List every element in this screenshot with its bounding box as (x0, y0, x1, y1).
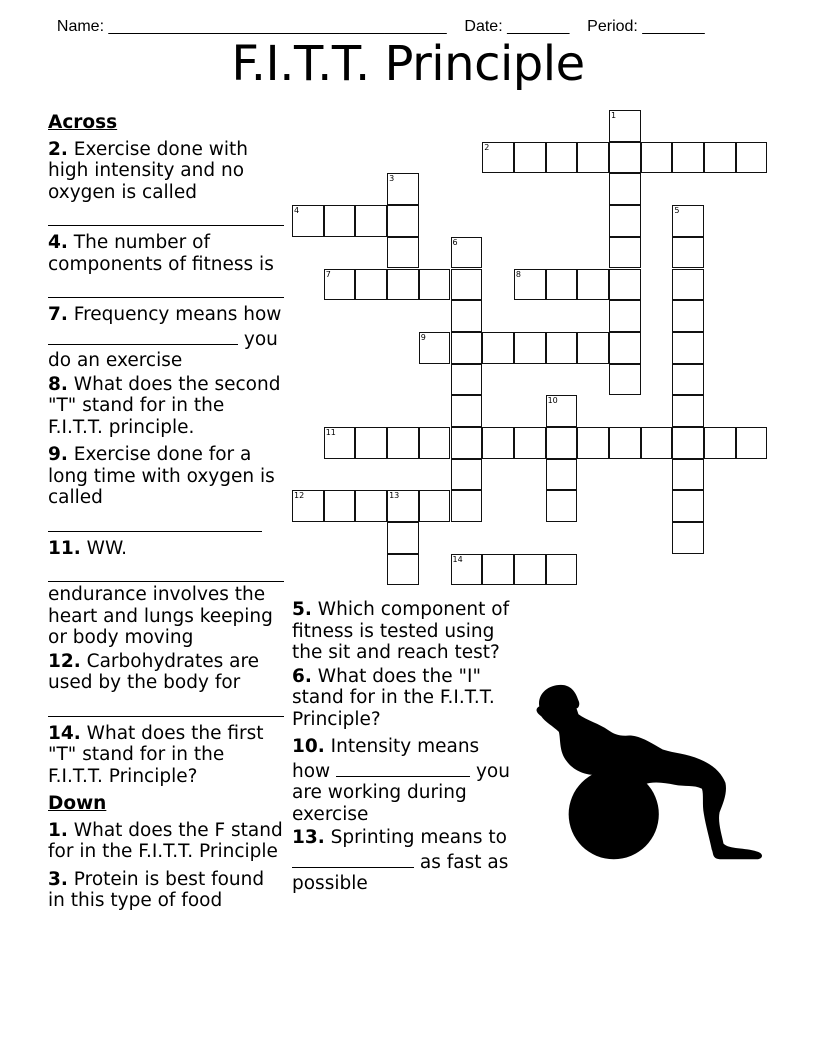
grid-cell[interactable] (704, 142, 736, 174)
grid-cell[interactable] (546, 427, 578, 459)
date-field[interactable]: _______ (507, 18, 570, 35)
name-field[interactable]: ______________________________________ (108, 18, 447, 35)
grid-cell-13[interactable] (387, 490, 419, 522)
grid-cell-7[interactable] (324, 269, 356, 301)
clue-across-7: 7. Frequency means how you do an exercise (48, 304, 282, 371)
grid-cell[interactable] (609, 427, 641, 459)
grid-cell-1[interactable] (609, 110, 641, 142)
grid-cell-6[interactable] (451, 237, 483, 269)
grid-cell[interactable] (419, 427, 451, 459)
clue-across-2: 2. Exercise done with high intensity and no oxygen is called (48, 139, 284, 227)
answer-blank (48, 509, 262, 532)
answer-blank (48, 275, 284, 298)
grid-cell[interactable] (609, 142, 641, 174)
grid-cell[interactable] (387, 237, 419, 269)
grid-cell[interactable] (736, 142, 768, 174)
clues-left-column (48, 112, 284, 918)
grid-cell[interactable] (672, 395, 704, 427)
period-label: Period: (587, 18, 638, 35)
period-field[interactable]: _______ (642, 18, 705, 35)
clue-number: 1 (611, 111, 617, 120)
crossword-grid (292, 110, 768, 586)
grid-cell[interactable] (672, 332, 704, 364)
grid-cell[interactable] (672, 459, 704, 491)
clue-down-10: 10. Intensity means how you are working during exercise (292, 736, 510, 825)
grid-cell[interactable] (609, 173, 641, 205)
grid-cell[interactable] (451, 490, 483, 522)
answer-blank (336, 758, 470, 777)
grid-cell[interactable] (387, 522, 419, 554)
answer-blank (48, 203, 284, 226)
header-fields (48, 0, 705, 36)
grid-cell[interactable] (482, 332, 514, 364)
answer-blank (48, 694, 284, 717)
grid-cell[interactable] (546, 332, 578, 364)
grid-cell[interactable] (546, 269, 578, 301)
grid-cell[interactable] (387, 205, 419, 237)
date-label: Date: (464, 18, 503, 35)
grid-cell[interactable] (641, 142, 673, 174)
clue-number: 8 (515, 269, 521, 279)
clue-across-14: 14. What does the first "T" stand for in the F.I.T.T. Principle? (48, 722, 264, 787)
grid-cell[interactable] (546, 142, 578, 174)
answer-blank (48, 559, 284, 582)
clue-number: 12 (294, 491, 305, 501)
across-heading: Across (48, 112, 118, 133)
grid-cell-8[interactable] (514, 269, 546, 301)
grid-cell[interactable] (355, 269, 387, 301)
clues-middle-column (292, 599, 522, 901)
grid-cell[interactable] (609, 300, 641, 332)
clue-across-11: 11. WW. endurance involves the heart and lungs keeping or body moving (48, 538, 284, 649)
grid-cell[interactable] (482, 554, 514, 586)
grid-cell-4[interactable] (292, 205, 324, 237)
grid-cell[interactable] (609, 237, 641, 269)
grid-cell[interactable] (355, 427, 387, 459)
grid-cell[interactable] (451, 427, 483, 459)
grid-cell[interactable] (514, 142, 546, 174)
grid-cell[interactable] (577, 332, 609, 364)
clue-number: 13 (389, 491, 400, 501)
grid-cell[interactable] (324, 205, 356, 237)
down-heading: Down (48, 793, 107, 814)
grid-cell[interactable] (609, 269, 641, 301)
page-title: F.I.T.T. Principle (231, 36, 585, 92)
grid-cell[interactable] (546, 459, 578, 491)
grid-cell[interactable] (451, 364, 483, 396)
clue-down-13: 13. Sprinting means to as fast as possible (292, 827, 509, 894)
grid-cell[interactable] (609, 205, 641, 237)
answer-blank (48, 326, 238, 345)
grid-cell[interactable] (546, 554, 578, 586)
grid-cell[interactable] (355, 490, 387, 522)
clue-number: 7 (325, 269, 331, 279)
grid-cell[interactable] (451, 459, 483, 491)
grid-cell[interactable] (546, 490, 578, 522)
grid-cell[interactable] (704, 427, 736, 459)
grid-cell[interactable] (514, 427, 546, 459)
clue-across-8: 8. What does the second "T" stand for in the F.I.T.T. principle. (48, 373, 281, 438)
grid-cell-2[interactable] (482, 142, 514, 174)
grid-cell[interactable] (387, 554, 419, 586)
clue-across-12: 12. Carbohydrates are used by the body for (48, 651, 284, 717)
grid-cell-12[interactable] (292, 490, 324, 522)
grid-cell[interactable] (672, 142, 704, 174)
clue-number: 14 (452, 554, 463, 564)
grid-cell-14[interactable] (451, 554, 483, 586)
clue-number: 5 (674, 206, 680, 216)
answer-blank (292, 849, 414, 868)
name-label: Name: (56, 18, 105, 35)
person-exercise-ball-silhouette-icon (527, 677, 773, 873)
grid-cell[interactable] (672, 490, 704, 522)
clue-number: 11 (325, 428, 336, 437)
clue-down-1: 1. What does the F stand for in the F.I.T.T. Principle (48, 819, 283, 862)
grid-cell[interactable] (324, 490, 356, 522)
clue-across-4: 4. The number of components of fitness is (48, 232, 284, 298)
grid-cell-10[interactable] (546, 395, 578, 427)
grid-cell[interactable] (387, 427, 419, 459)
grid-cell[interactable] (451, 395, 483, 427)
grid-cell[interactable] (355, 205, 387, 237)
clue-number: 10 (547, 396, 558, 406)
grid-cell-5[interactable] (672, 205, 704, 237)
grid-cell[interactable] (672, 522, 704, 554)
grid-cell[interactable] (609, 364, 641, 396)
grid-cell[interactable] (672, 300, 704, 332)
clue-across-9: 9. Exercise done for a long time with oxygen is called (48, 444, 284, 532)
grid-cell[interactable] (609, 332, 641, 364)
grid-cell-9[interactable] (419, 332, 451, 364)
grid-cell[interactable] (419, 269, 451, 301)
grid-cell[interactable] (387, 269, 419, 301)
clue-down-3: 3. Protein is best found in this type of food (48, 868, 265, 911)
grid-cell[interactable] (451, 300, 483, 332)
clue-number: 6 (452, 237, 458, 247)
clue-down-6: 6. What does the "I" stand for in the F.I.T.T. Principle? (292, 665, 495, 730)
grid-cell[interactable] (672, 427, 704, 459)
grid-cell[interactable] (577, 269, 609, 301)
grid-cell[interactable] (451, 332, 483, 364)
clue-number: 3 (389, 174, 395, 184)
grid-cell[interactable] (577, 142, 609, 174)
grid-cell[interactable] (419, 490, 451, 522)
grid-cell[interactable] (514, 332, 546, 364)
grid-cell[interactable] (451, 269, 483, 301)
clue-number: 9 (420, 332, 426, 342)
grid-cell[interactable] (514, 554, 546, 586)
grid-cell[interactable] (672, 364, 704, 396)
grid-cell[interactable] (482, 427, 514, 459)
clue-down-5: 5. Which component of fitness is tested using the sit and reach test? (292, 599, 510, 663)
grid-cell[interactable] (736, 427, 768, 459)
clue-number: 2 (484, 142, 490, 152)
grid-cell[interactable] (577, 427, 609, 459)
grid-cell[interactable] (641, 427, 673, 459)
grid-cell-3[interactable] (387, 173, 419, 205)
grid-cell-11[interactable] (324, 427, 356, 459)
grid-cell[interactable] (672, 237, 704, 269)
clue-number: 4 (294, 206, 300, 216)
grid-cell[interactable] (672, 269, 704, 301)
